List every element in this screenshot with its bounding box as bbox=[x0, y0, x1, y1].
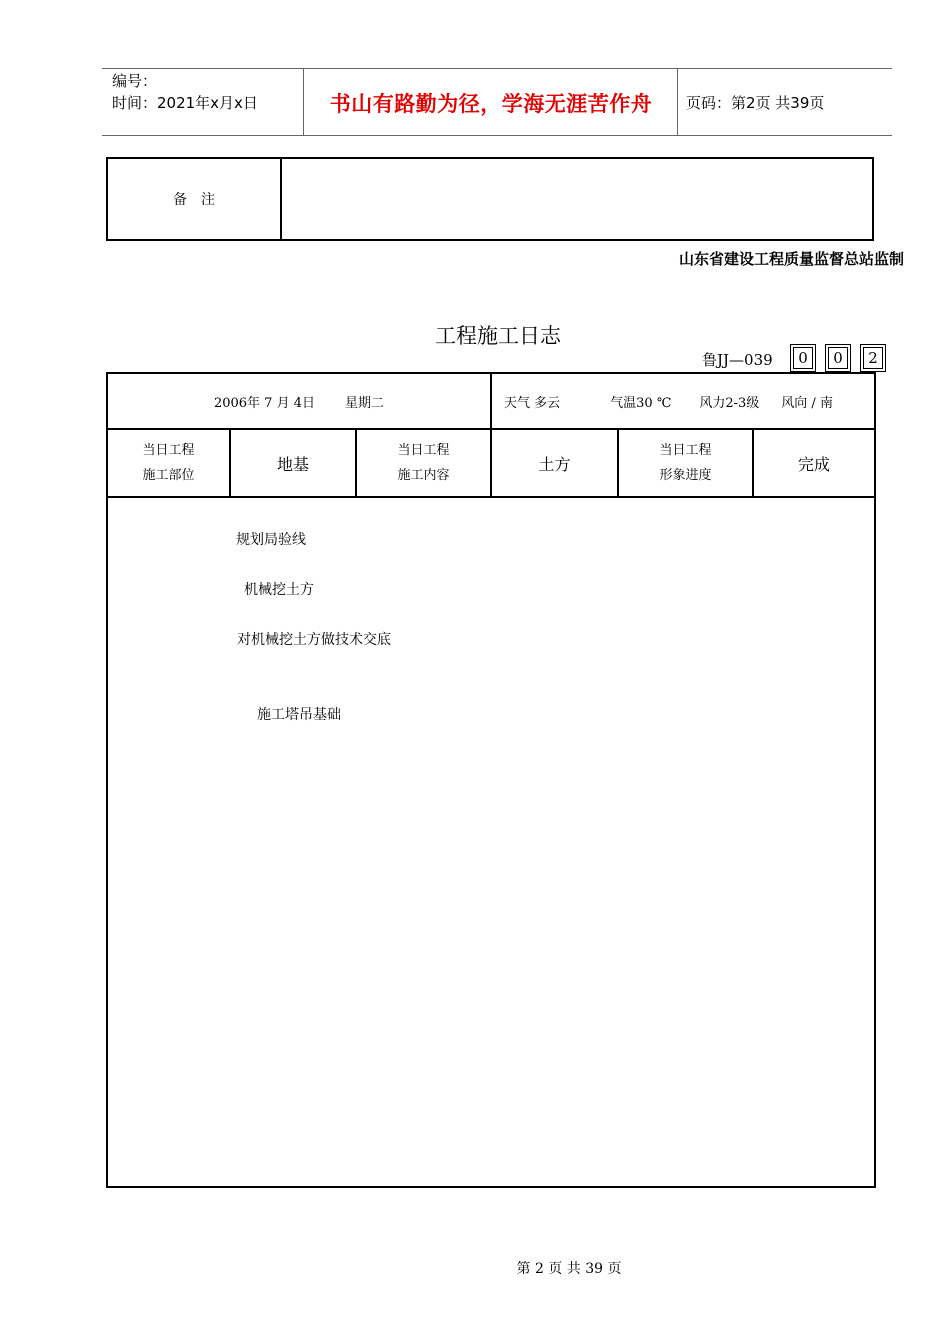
content-label-cell bbox=[357, 430, 490, 496]
form-code-box-2: 0 bbox=[825, 344, 851, 372]
part-value: 地基 bbox=[276, 454, 309, 474]
content-label-line2: 施工内容 bbox=[397, 468, 450, 483]
progress-label-cell bbox=[619, 430, 752, 496]
log-entry-3: 对机械挖土方做技术交底 bbox=[237, 632, 391, 648]
log-date-cell bbox=[108, 374, 490, 428]
log-weather: 天气 多云 bbox=[504, 395, 561, 411]
page-title: 工程施工日志 bbox=[435, 324, 561, 348]
log-entry-2: 机械挖土方 bbox=[244, 582, 314, 598]
header-bottom-rule bbox=[102, 135, 892, 136]
issuer-text: 山东省建设工程质量监督总站监制 bbox=[678, 250, 904, 268]
part-label-cell bbox=[108, 430, 229, 496]
header-page-info: 页码：第2页 共39页 bbox=[686, 94, 825, 112]
part-label-line2: 施工部位 bbox=[142, 468, 195, 483]
progress-value: 完成 bbox=[797, 454, 830, 474]
log-wind-direction: 风向 / 南 bbox=[781, 395, 833, 411]
log-table bbox=[106, 372, 876, 1188]
form-code-box-3: 2 bbox=[860, 344, 886, 372]
document-time: 时间：2021年x月x日 bbox=[112, 94, 258, 112]
progress-label-line1: 当日工程 bbox=[659, 443, 712, 458]
document-number-label: 编号： bbox=[112, 72, 158, 90]
form-code-box-1: 0 bbox=[790, 344, 816, 372]
log-wind-force: 风力2-3级 bbox=[699, 395, 760, 411]
log-temperature: 气温30 ℃ bbox=[610, 395, 672, 411]
header-meta bbox=[112, 70, 258, 114]
remark-divider bbox=[280, 159, 282, 239]
page-footer: 第 2 页 共 39 页 bbox=[516, 1261, 622, 1277]
log-entry-1: 规划局验线 bbox=[236, 532, 306, 548]
content-value: 土方 bbox=[538, 454, 571, 474]
log-weather-cell bbox=[492, 374, 876, 428]
log-date: 2006年 7 月 4日 bbox=[213, 395, 315, 411]
remark-label: 备注 bbox=[173, 192, 229, 208]
log-weekday: 星期二 bbox=[345, 395, 385, 411]
header-top-rule bbox=[102, 68, 892, 69]
form-code-label: 鲁JJ—039 bbox=[702, 351, 773, 369]
part-label-line1: 当日工程 bbox=[142, 443, 195, 458]
progress-label-line2: 形象进度 bbox=[659, 468, 712, 483]
log-entry-4: 施工塔吊基础 bbox=[257, 707, 341, 723]
content-label-line1: 当日工程 bbox=[397, 443, 450, 458]
header-motto: 书山有路勤为径，学海无涯苦作舟 bbox=[329, 92, 653, 116]
remark-table bbox=[106, 157, 874, 241]
